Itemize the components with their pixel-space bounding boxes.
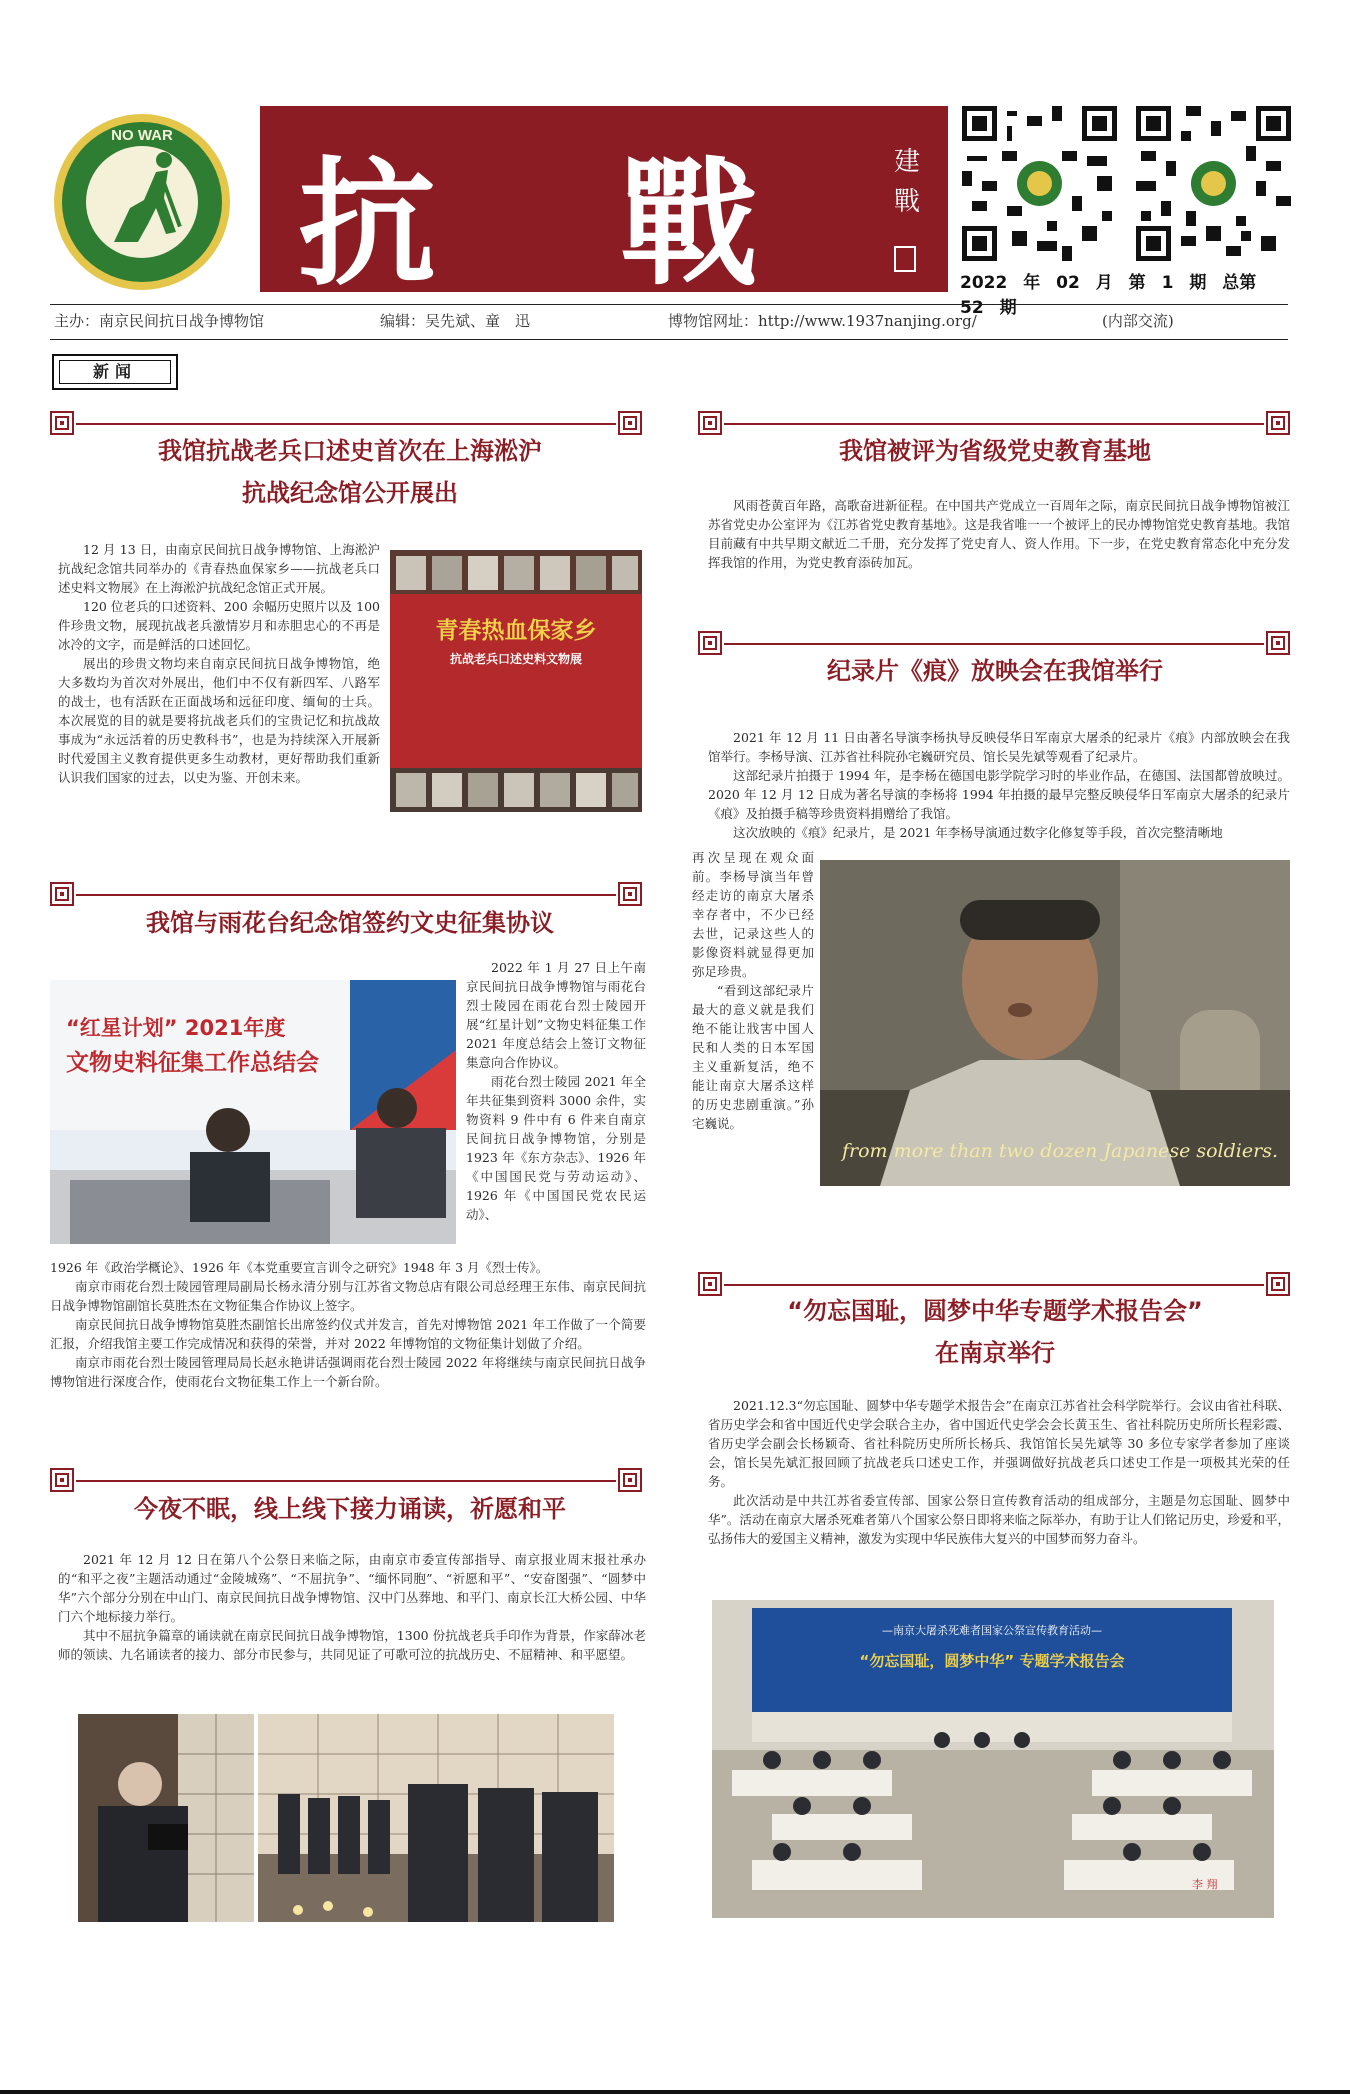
a6-headline bbox=[700, 1290, 1290, 1374]
a5-body-left bbox=[692, 848, 814, 1133]
a2-photo-banner-line1: “红星计划” 2021年度 bbox=[66, 1016, 286, 1040]
a5-paragraph: 再次呈现在观众面前。李杨导演当年曾经走访的南京大屠杀幸存者中，不少已经去世，记录这些人的影像资料就显得更加弥足珍贵。 bbox=[692, 850, 814, 979]
a1-top-rule bbox=[76, 423, 616, 425]
a1-paragraph: 12 月 13 日，由南京民间抗日战争博物馆、上海淞沪抗战纪念馆共同举办的《青春热血保家乡——抗战老兵口述史料文物展》在上海淞沪抗战纪念馆正式开展。 bbox=[58, 542, 380, 595]
a6-photo-banner-line2: “勿忘国耻，圆梦中华” 专题学术报告会 bbox=[859, 1652, 1125, 1670]
issue-number: 第 1 期 bbox=[1128, 273, 1207, 293]
masthead-char-2: 戰 bbox=[620, 142, 763, 305]
a4-top-rule bbox=[724, 423, 1264, 425]
a2-top-rule bbox=[76, 894, 616, 896]
a5-paragraph: 2021 年 12 月 11 日由著名导演李杨执导反映侵华日军南京大屠杀的纪录片《痕》内部放映会在我馆举行。李杨导演、江苏省社科院孙宅巍研究员、馆长吴先斌等观看了纪录片。 bbox=[708, 730, 1290, 764]
a5-top-rule bbox=[724, 643, 1264, 645]
website-link[interactable]: 博物馆网址：http://www.1937nanjing.org/ bbox=[668, 312, 977, 330]
a4-paragraph: 风雨苍黄百年路，高歌奋进新征程。在中国共产党成立一百周年之际，南京民间抗日战争博物馆被江苏省党史办公室评为《江苏省党史教育基地》。这是我省唯一一个被评上的民办博物馆党史教育基地。我馆目前藏有中共早期文献近二千册，充分发挥了党史育人、资人作用。下一步，在党史教育常态化中充分发挥我馆的作用，为党史教育添砖加瓦。 bbox=[708, 498, 1290, 570]
a2-body-right bbox=[466, 958, 646, 1224]
issue-total: 总第 52 期 bbox=[960, 273, 1257, 318]
a6-title-line2: 在南京举行 bbox=[935, 1339, 1055, 1367]
a2-paragraph: 南京市雨花台烈士陵园管理局副局长杨永清分别与江苏省文物总店有限公司总经理王东伟、南京民间抗日战争博物馆副馆长莫胜杰在文物征集合作协议上签字。 bbox=[50, 1279, 646, 1313]
a5-paragraph: 这部纪录片拍摄于 1994 年，是李杨在德国电影学院学习时的毕业作品，在德国、法国都曾放映过。2020 年 12 月 12 日成为著名导演的李杨将 1994 年拍摄的最早完整反映侵华日军南京大屠杀的纪录片《痕》及拍摄手稿等珍贵资料捐赠给了我馆。 bbox=[708, 768, 1290, 821]
a3-top-rule bbox=[76, 1480, 616, 1482]
a1-exhibition-photo bbox=[390, 550, 642, 812]
a5-headline: 纪录片《痕》放映会在我馆举行 bbox=[827, 657, 1163, 685]
a3-headline: 今夜不眠，线上线下接力诵读，祈愿和平 bbox=[134, 1495, 566, 1523]
poster-subtitle: 抗战老兵口述史料文物展 bbox=[449, 652, 582, 666]
a3-paragraph: 2021 年 12 月 12 日在第八个公祭日来临之际，由南京市委宣传部指导、南京报业周末报社承办的“和平之夜”主题活动通过“金陵城殇”、“不屈抗争”、“缅怀同胞”、“祈愿和平”、“安奋图强”、“圆梦中华”六个部分分别在中山门、南京民间抗日战争博物馆、汉中门丛葬地、和平门、南京长江大桥公园、中华门六个地标接力举行。 bbox=[58, 1552, 646, 1624]
a6-body bbox=[708, 1396, 1290, 1548]
a5-paragraph: “看到这部纪录片最大的意义就是我们绝不能让戕害中国人民和人类的日本军国主义重新复活，绝不能让南京大屠杀这样的历史悲剧重演。”孙宅巍说。 bbox=[692, 983, 814, 1131]
a6-top-rule bbox=[724, 1284, 1264, 1286]
calligraphy-signature: 建 戰 bbox=[893, 147, 920, 217]
internal-note: (内部交流) bbox=[1102, 312, 1174, 330]
seal-stamp bbox=[894, 246, 916, 272]
a2-photo-banner-line2: 文物史料征集工作总结会 bbox=[66, 1050, 319, 1076]
masthead-char-1: 抗 bbox=[298, 142, 441, 305]
qr-code-2[interactable] bbox=[1136, 106, 1291, 261]
a2-headline: 我馆与雨花台纪念馆签约文史征集协议 bbox=[146, 909, 554, 937]
a2-paragraph: 2022 年 1 月 27 日上午南京民间抗日战争博物馆与雨花台烈士陵园在雨花台烈士陵园开展“红星计划”文物史料征集工作 2021 年度总结会上签订文物征集意向合作协议。 bbox=[466, 960, 646, 1070]
a2-paragraph: 雨花台烈士陵园 2021 年全年共征集到资料 3000 余件，实物资料 9 件中有 6 件来自南京民间抗日战争博物馆，分别是 1923 年《东方杂志》、1926 年《中国国民党与劳动运动》、1926 年《中国国民党农民运动》、 bbox=[466, 1074, 646, 1222]
a1-body bbox=[58, 540, 380, 787]
film-subtitle: from more than two dozen Japanese soldiers. bbox=[842, 1140, 1278, 1162]
a5-film-still bbox=[820, 860, 1290, 1186]
a1-paragraph: 120 位老兵的口述资料、200 余幅历史照片以及 100 件珍贵文物，展现抗战老兵激情岁月和赤胆忠心的不再是冰冷的文字，而是鲜活的口述回忆。 bbox=[58, 599, 380, 652]
a2-paragraph: 南京民间抗日战争博物馆莫胜杰副馆长出席签约仪式并发言，首先对博物馆 2021 年工作做了一个简要汇报，介绍我馆主要工作完成情况和获得的荣誉，并对 2022 年博物馆的文物征集计划做了介绍。 bbox=[50, 1317, 646, 1351]
a6-paragraph: 2021.12.3“勿忘国耻、圆梦中华专题学术报告会”在南京江苏省社会科学院举行。会议由省社科联、省历史学会和省中国近代史学会联合主办，省中国近代史学会会长黄玉生、省社科院历史所所长程彩霞、省历史学会副会长杨颖奇、省社科院历史所所长杨兵、我馆馆长吴先斌等 30 多位专家学者参加了座谈会，馆长吴先斌汇报回顾了抗战老兵口述史工作，并强调做好抗战老兵口述史工作是一项极其光荣的任务。 bbox=[708, 1398, 1290, 1489]
a3-ceremony-photo bbox=[258, 1714, 614, 1922]
a5-body-full bbox=[708, 728, 1290, 842]
a3-reader-photo bbox=[78, 1714, 254, 1922]
museum-logo bbox=[52, 112, 232, 292]
a2-body-full bbox=[50, 1258, 646, 1391]
a6-title-line1: “勿忘国耻，圆梦中华专题学术报告会” bbox=[787, 1297, 1203, 1325]
a2-paragraph: 1926 年《政治学概论》、1926 年《本党重要宣言训令之研究》1948 年 3 月《烈士传》。 bbox=[50, 1260, 549, 1275]
a2-paragraph: 南京市雨花台烈士陵园管理局局长赵永艳讲话强调雨花台烈士陵园 2022 年将继续与南京民间抗日战争博物馆进行深度合作，使雨花台文物征集工作上一个新台阶。 bbox=[50, 1355, 646, 1389]
section-label-text: 新闻 bbox=[59, 360, 171, 384]
a3-body bbox=[58, 1550, 646, 1664]
a3-paragraph: 其中不屈抗争篇章的诵读就在南京民间抗日战争博物馆，1300 份抗战老兵手印作为背景，作家薛冰老师的领读、九名诵读者的接力、部分市民参与，共同见证了可歌可泣的抗战历史、不屈精神、和平愿望。 bbox=[58, 1628, 646, 1662]
qr-code-1[interactable] bbox=[962, 106, 1117, 261]
info-bar bbox=[50, 304, 1288, 340]
a6-conference-photo bbox=[712, 1600, 1274, 1918]
portrait-strip-bottom bbox=[390, 768, 642, 812]
portrait-strip-top bbox=[390, 550, 642, 594]
bottom-rule bbox=[0, 2090, 1350, 2094]
a6-photo-banner-line1: —南京大屠杀死难者国家公祭宣传教育活动— bbox=[882, 1624, 1102, 1637]
a4-headline: 我馆被评为省级党史教育基地 bbox=[839, 437, 1151, 465]
a6-photo-nameplate: 李 翔 bbox=[1192, 1878, 1218, 1891]
section-label-news bbox=[52, 354, 178, 390]
a1-paragraph: 展出的珍贵文物均来自南京民间抗日战争博物馆，绝大多数均为首次对外展出，他们中不仅有新四军、八路军的战士，也有活跃在正面战场和远征印度、缅甸的士兵。本次展览的目的就是要将抗战老兵们的宝贵记忆和抗战故事成为“永远活着的历史教科书”，也是为持续深入开展新时代爱国主义教育提供更多生动教材，更好帮助我们重新认识我们国家的过去，以史为鉴、开创未来。 bbox=[58, 656, 380, 785]
a1-headline bbox=[60, 430, 640, 514]
logo-text-top: NO WAR bbox=[111, 127, 173, 144]
issue-date: 2022 年 02 月 bbox=[960, 273, 1113, 293]
a5-paragraph: 这次放映的《痕》纪录片，是 2021 年李杨导演通过数字化修复等手段，首次完整清晰地 bbox=[733, 825, 1223, 840]
a1-title-line1: 我馆抗战老兵口述史首次在上海淞沪 bbox=[158, 437, 542, 465]
a6-paragraph: 此次活动是中共江苏省委宣传部、国家公祭日宣传教育活动的组成部分，主题是勿忘国耻、圆梦中华”。活动在南京大屠杀死难者第八个国家公祭日即将来临之际举办，有助于让人们铭记历史，珍爱和平，弘扬伟大的爱国主义精神，激发为实现中华民族伟大复兴的中国梦而努力奋斗。 bbox=[708, 1493, 1290, 1546]
sponsor-text: 主办：南京民间抗日战争博物馆 bbox=[54, 312, 265, 330]
a2-signing-photo bbox=[50, 980, 456, 1244]
poster-title: 青春热血保家乡 bbox=[435, 618, 597, 644]
a4-body bbox=[708, 496, 1290, 572]
a1-title-line2: 抗战纪念馆公开展出 bbox=[242, 479, 458, 507]
editors-text: 编辑：吴先斌、童 迅 bbox=[380, 312, 531, 330]
masthead-banner bbox=[260, 106, 948, 305]
